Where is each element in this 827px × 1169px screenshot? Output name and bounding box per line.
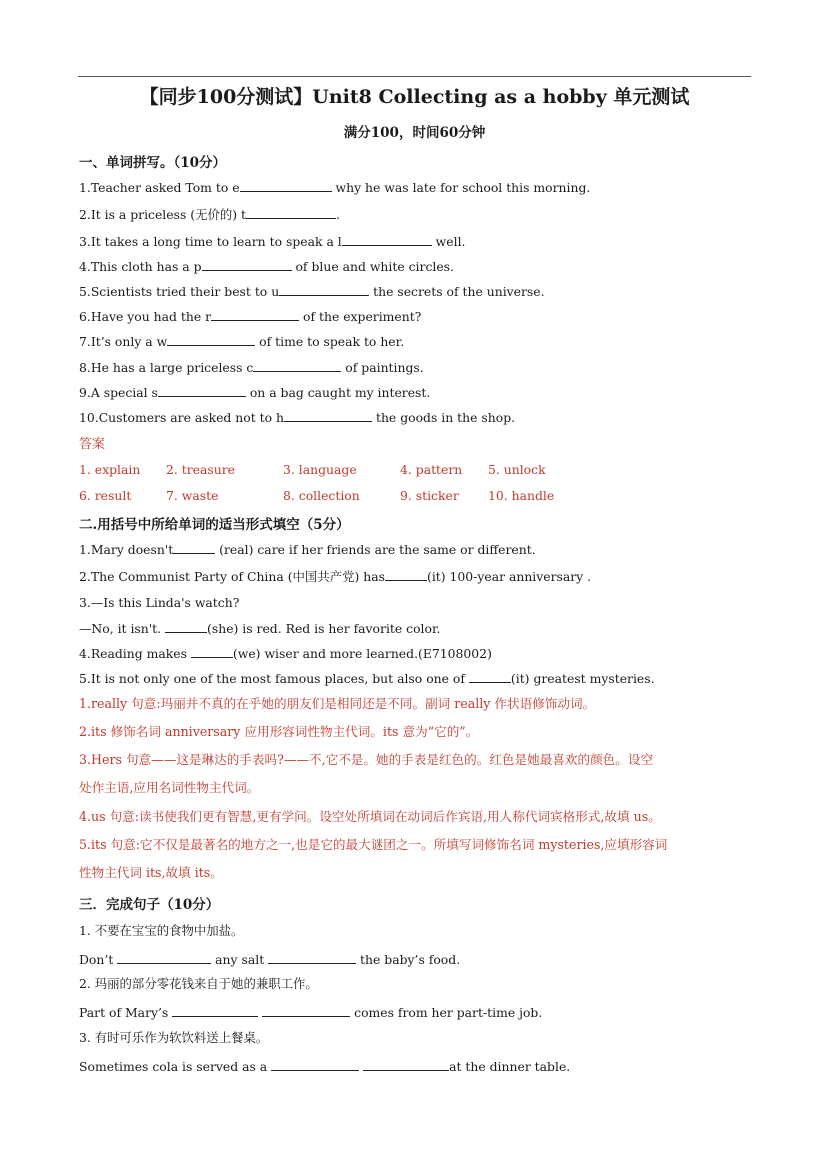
answer-cell: 5. unlock <box>488 462 546 477</box>
explanation-line: 处作主语,应用名词性物主代词。 <box>79 780 260 795</box>
answer-cell: 8. collection <box>283 488 360 503</box>
question-item: 1.Mary doesn't (real) care if her friends are the same or different. <box>79 542 536 557</box>
answer-blank <box>173 541 215 554</box>
answer-label: 答案 <box>79 437 106 452</box>
question-item: Don’t any salt the baby’s food. <box>79 952 461 967</box>
question-item: 7.It’s only a w of time to speak to her. <box>79 334 405 349</box>
explanation-line: 5.its 句意:它不仅是最著名的地方之一,也是它的最大谜团之一。所填写词修饰名词 mysteries,应填形容词 <box>79 837 668 852</box>
answer-blank <box>167 333 255 346</box>
question-item: 8.He has a large priceless c of paintings. <box>79 360 424 375</box>
answer-blank <box>268 951 356 964</box>
answer-cell: 9. sticker <box>400 488 459 503</box>
explanation-line: 2.its 修饰名词 anniversary 应用形容词性物主代词。its 意为“它的”。 <box>79 724 479 739</box>
header-rule <box>78 76 751 77</box>
answer-blank <box>246 206 336 219</box>
explanation-line: 1.really 句意:玛丽并不真的在乎她的朋友们是相同还是不同。副词 really 作状语修饰动词。 <box>79 696 596 711</box>
answer-blank <box>211 308 299 321</box>
answer-blank <box>363 1058 449 1071</box>
question-item: —No, it isn't. (she) is red. Red is her favorite color. <box>79 621 441 636</box>
question-item: 5.Scientists tried their best to u the secrets of the universe. <box>79 284 545 299</box>
chinese-prompt: 3. 有时可乐作为软饮料送上餐桌。 <box>79 1030 269 1045</box>
answer-cell: 2. treasure <box>166 462 235 477</box>
question-item: 6.Have you had the r of the experiment? <box>79 309 422 324</box>
answer-cell: 7. waste <box>166 488 219 503</box>
answer-cell: 3. language <box>283 462 357 477</box>
question-item: 3.It takes a long time to learn to speak a l well. <box>79 234 466 249</box>
question-item: Part of Mary’s comes from her part-time job. <box>79 1005 543 1020</box>
page-subtitle: 满分100，时间60分钟 <box>343 125 486 141</box>
answer-blank <box>117 951 211 964</box>
answer-cell: 6. result <box>79 488 132 503</box>
answer-cell: 1. explain <box>79 462 141 477</box>
section1-heading: 一、单词拼写。（10分） <box>79 155 227 171</box>
question-item: 5.It is not only one of the most famous places, but also one of (it) greatest mysteries. <box>79 671 655 686</box>
chinese-prompt: 1. 不要在宝宝的食物中加盐。 <box>79 923 244 938</box>
explanation-line: 3.Hers 句意——这是琳达的手表吗?——不,它不是。她的手表是红色的。红色是她最喜欢的颜色。设空 <box>79 752 654 767</box>
question-item: 10.Customers are asked not to h the goods in the shop. <box>79 410 516 425</box>
answer-blank <box>271 1058 359 1071</box>
explanation-line: 4.us 句意:读书使我们更有智慧,更有学问。设空处所填词在动词后作宾语,用人称代词宾格形式,故填 us。 <box>79 809 661 824</box>
question-item: 9.A special s on a bag caught my interest. <box>79 385 431 400</box>
chinese-prompt: 2. 玛丽的部分零花钱来自于她的兼职工作。 <box>79 976 318 991</box>
answer-blank <box>172 1004 258 1017</box>
answer-cell: 10. handle <box>488 488 555 503</box>
question-item: 3.—Is this Linda's watch? <box>79 595 240 610</box>
answer-blank <box>262 1004 350 1017</box>
question-item: 4.Reading makes (we) wiser and more learned.(E7108002) <box>79 646 492 661</box>
question-item: 4.This cloth has a p of blue and white circles. <box>79 259 454 274</box>
answer-blank <box>191 645 233 658</box>
answer-blank <box>253 359 341 372</box>
answer-blank <box>202 258 292 271</box>
question-item: 1.Teacher asked Tom to e why he was late for school this morning. <box>79 180 591 195</box>
answer-blank <box>240 179 332 192</box>
page-title: 【同步100分测试】Unit8 Collecting as a hobby 单元测试 <box>139 86 690 108</box>
answer-blank <box>469 670 511 683</box>
question-item: 2.The Communist Party of China (中国共产党) has (it) 100-year anniversary . <box>79 569 592 584</box>
answer-blank <box>158 384 246 397</box>
question-item: 2.It is a priceless (无价的) t . <box>79 207 340 222</box>
section2-heading: 二.用括号中所给单词的适当形式填空（5分） <box>79 517 350 533</box>
answer-blank <box>342 233 432 246</box>
answer-cell: 4. pattern <box>400 462 463 477</box>
explanation-line: 性物主代词 its,故填 its。 <box>79 865 223 880</box>
question-item: Sometimes cola is served as a at the dinner table. <box>79 1059 571 1074</box>
answer-blank <box>279 283 369 296</box>
section3-heading: 三．完成句子（10分） <box>79 897 220 913</box>
answer-blank <box>284 409 372 422</box>
answer-blank <box>385 568 427 581</box>
answer-blank <box>165 620 207 633</box>
